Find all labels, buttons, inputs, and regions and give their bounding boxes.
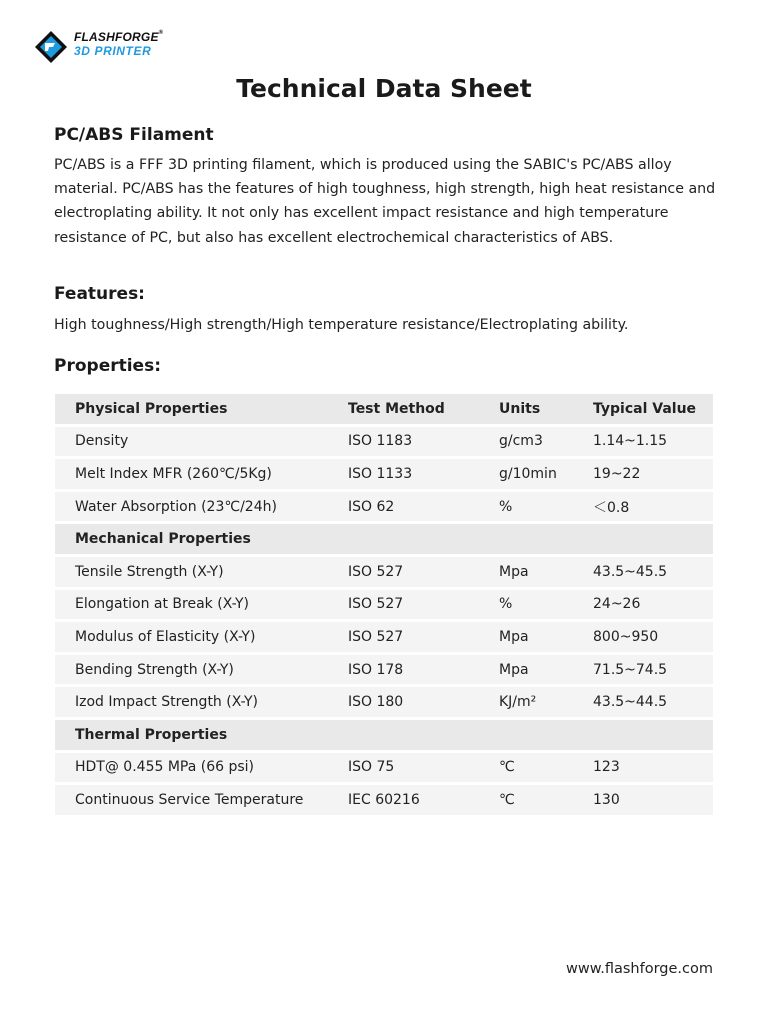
property-name: HDT@ 0.455 MPa (66 psi) [55, 753, 348, 783]
section-title: Mechanical Properties [55, 524, 348, 554]
table-row [55, 785, 713, 815]
brand-logo [34, 28, 174, 64]
product-description: PC/ABS is a FFF 3D printing filament, which is produced using the SABIC's PC/ABS alloy material. PC/ABS has the features of high toughness, high strength, high heat resistance and electroplating ability. It not only has excellent impact resistance and high temperature resistance of PC, but also has excellent electrochemical characteristics of ABS. [54, 157, 716, 246]
table-row [55, 687, 713, 717]
table-row [55, 557, 713, 587]
header-cell: Physical Properties [55, 394, 348, 424]
test-method: ISO 1133 [348, 459, 499, 489]
typical-value: ＜0.8 [593, 492, 713, 522]
typical-value: 19~22 [593, 459, 713, 489]
footer-website: www.flashforge.com [565, 961, 713, 977]
property-name: Water Absorption (23℃/24h) [55, 492, 348, 522]
typical-value: 71.5~74.5 [593, 655, 713, 685]
test-method: ISO 75 [348, 753, 499, 783]
property-name: Izod Impact Strength (X-Y) [55, 687, 348, 717]
test-method: ISO 527 [348, 622, 499, 652]
table-row [55, 459, 713, 489]
test-method: ISO 527 [348, 557, 499, 587]
logo-subtitle: 3D PRINTER [74, 44, 152, 58]
units: Mpa [499, 557, 593, 587]
units: ℃ [499, 785, 593, 815]
document-title: Technical Data Sheet [236, 74, 532, 103]
section-row-mechanical [55, 524, 713, 554]
logo-brand-name: FLASHFORGE® [74, 30, 164, 44]
typical-value: 43.5~44.5 [593, 687, 713, 717]
table-row [55, 427, 713, 457]
units: g/cm3 [499, 427, 593, 457]
table-row [55, 492, 713, 522]
flashforge-logo-icon [34, 30, 68, 64]
header-cell: Typical Value [593, 394, 713, 424]
property-name: Density [55, 427, 348, 457]
properties-heading: Properties: [54, 356, 162, 376]
typical-value: 1.14~1.15 [593, 427, 713, 457]
product-heading: PC/ABS Filament [54, 125, 214, 145]
property-name: Elongation at Break (X-Y) [55, 590, 348, 620]
units: Mpa [499, 655, 593, 685]
typical-value: 24~26 [593, 590, 713, 620]
units: % [499, 492, 593, 522]
units: KJ/m² [499, 687, 593, 717]
typical-value: 123 [593, 753, 713, 783]
features-text: High toughness/High strength/High temperature resistance/Electroplating ability. [54, 317, 629, 333]
units: % [499, 590, 593, 620]
property-name: Melt Index MFR (260℃/5Kg) [55, 459, 348, 489]
test-method: IEC 60216 [348, 785, 499, 815]
units: g/10min [499, 459, 593, 489]
test-method: ISO 180 [348, 687, 499, 717]
property-name: Bending Strength (X-Y) [55, 655, 348, 685]
header-cell: Test Method [348, 394, 499, 424]
test-method: ISO 527 [348, 590, 499, 620]
table-row [55, 622, 713, 652]
section-row-thermal [55, 720, 713, 750]
test-method: ISO 178 [348, 655, 499, 685]
features-heading: Features: [54, 284, 145, 304]
typical-value: 800~950 [593, 622, 713, 652]
property-name: Modulus of Elasticity (X-Y) [55, 622, 348, 652]
table-row [55, 590, 713, 620]
header-cell: Units [499, 394, 593, 424]
table-row [55, 753, 713, 783]
property-name: Tensile Strength (X-Y) [55, 557, 348, 587]
test-method: ISO 1183 [348, 427, 499, 457]
property-name: Continuous Service Temperature [55, 785, 348, 815]
units: ℃ [499, 753, 593, 783]
section-title: Thermal Properties [55, 720, 348, 750]
table-row [55, 655, 713, 685]
units: Mpa [499, 622, 593, 652]
typical-value: 130 [593, 785, 713, 815]
properties-table [55, 391, 713, 818]
table-header-row [55, 394, 713, 424]
typical-value: 43.5~45.5 [593, 557, 713, 587]
test-method: ISO 62 [348, 492, 499, 522]
